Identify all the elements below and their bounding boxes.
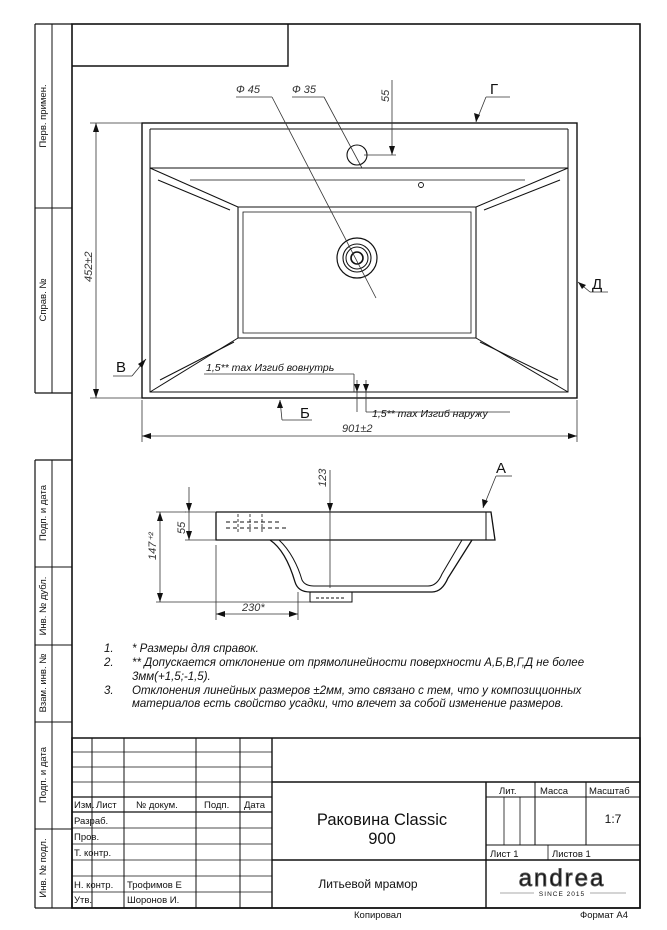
tb-col-izm: Изм.: [74, 800, 95, 811]
notes: [103, 643, 584, 710]
side-view-arrowheads: [157, 499, 488, 617]
note-outward: 1,5** max Изгиб наружу: [372, 408, 488, 420]
dim-55-side: 55: [176, 521, 188, 534]
note-3-line-1: Отклонения линейных размеров ±2мм, это связано с тем, что у композиционных: [132, 685, 582, 697]
tb-sheet: Лист 1: [490, 849, 519, 860]
top-view-dimensions: [90, 80, 608, 442]
side-label-sprav: Справ. №: [38, 278, 49, 322]
dim-diameter-45: Ф 45: [236, 84, 261, 96]
note-1-line: * Размеры для справок.: [132, 643, 259, 655]
tb-scale-value: 1:7: [604, 812, 622, 826]
tb-row-utv: Утв.: [74, 895, 93, 906]
side-label-vzam: Взам. инв. №: [38, 653, 49, 713]
tb-material: Литьевой мрамор: [318, 877, 418, 891]
note-inward: 1,5** max Изгиб вовнутрь: [206, 362, 335, 374]
note-3-num: 3.: [104, 685, 114, 697]
dim-147: 147⁺²: [147, 532, 159, 560]
top-view: [142, 123, 577, 398]
dim-55-top: 55: [380, 89, 392, 102]
label-b: Б: [300, 405, 310, 422]
note-1-num: 1.: [104, 643, 114, 655]
tb-sheets: Листов 1: [552, 849, 591, 860]
dim-diameter-35: Ф 35: [292, 84, 317, 96]
side-label-podp2: Подп. и дата: [38, 747, 49, 803]
tb-col-list: Лист: [96, 800, 117, 811]
tb-scale-label: Масштаб: [589, 786, 630, 797]
dim-height-452: 452±2: [83, 251, 95, 282]
dim-width-901: 901±2: [342, 423, 373, 435]
logo-since: SINCE 2015: [538, 891, 586, 898]
tb-row-prov: Пров.: [74, 832, 100, 843]
top-view-arrowheads: [93, 113, 586, 439]
side-label-podp1: Подп. и дата: [38, 485, 49, 541]
caption-format: Формат А4: [580, 910, 629, 921]
side-view: [216, 512, 495, 602]
label-d: Д: [592, 276, 603, 293]
tb-title-line-1: Раковина Classic: [316, 811, 448, 829]
note-2-line-1: ** Допускается отклонение от прямолинейности поверхности А,Б,В,Г,Д не более: [132, 657, 585, 669]
tb-row-razrab: Разраб.: [74, 816, 109, 827]
note-3-line-2: материалов есть свойство усадки, что влечет за собой изменение размеров.: [132, 698, 564, 710]
side-labels: [38, 84, 49, 897]
side-label-dubl: Инв. № дубл.: [38, 576, 49, 636]
note-2-num: 2.: [104, 657, 114, 669]
label-g: Г: [490, 81, 499, 98]
logo-wordmark: andrea: [518, 865, 606, 892]
label-v: В: [116, 359, 127, 376]
side-view-labels: [147, 460, 506, 614]
side-label-podl: Инв. № подл.: [38, 838, 49, 898]
side-label-perv: Перв. примен.: [38, 84, 49, 148]
tb-mass: Масса: [540, 786, 569, 797]
tb-name-nkontr: Трофимов Е: [127, 880, 182, 891]
tb-col-sign: Подп.: [204, 800, 230, 811]
tb-name-utv: Шоронов И.: [127, 895, 180, 906]
dim-230: 230*: [242, 602, 265, 614]
note-2-line-2: 3мм(+1,5;-1,5).: [132, 671, 211, 683]
bottom-captions: [354, 910, 628, 921]
andrea-logo: [500, 865, 626, 898]
caption-kopiroval: Копировал: [354, 910, 402, 921]
tb-col-date: Дата: [244, 800, 266, 811]
tb-title-line-2: 900: [368, 830, 396, 848]
tb-col-doc: № докум.: [136, 800, 178, 811]
tb-row-nkontr: Н. контр.: [74, 880, 114, 891]
sheet-frame: [35, 24, 640, 908]
tb-row-tkontr: Т. контр.: [74, 848, 112, 859]
label-a: А: [496, 460, 507, 477]
dim-123: 123: [317, 468, 329, 487]
tb-lit: Лит.: [499, 786, 517, 797]
